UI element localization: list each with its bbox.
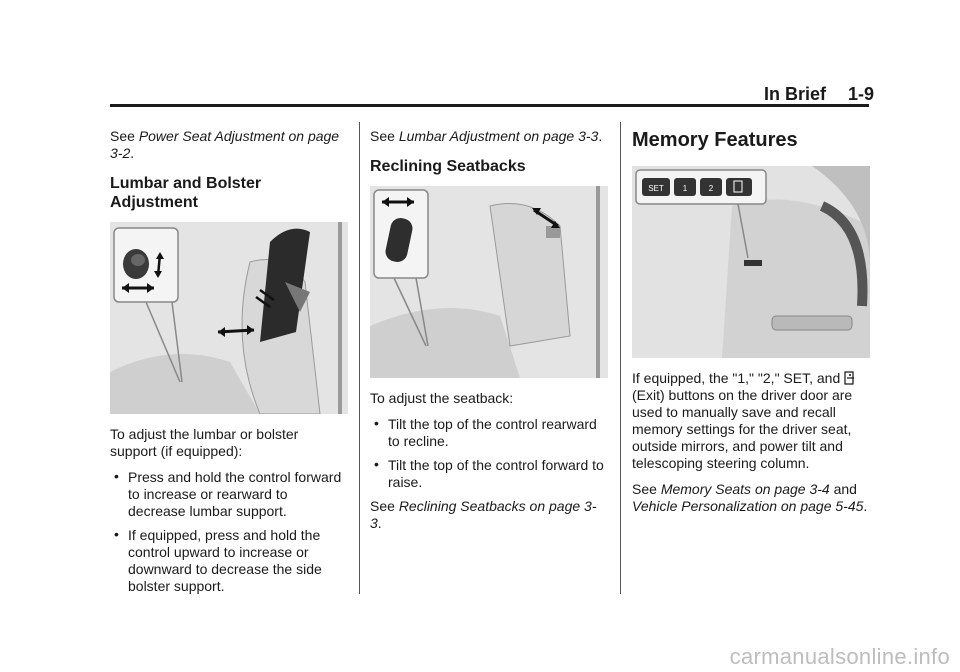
intro-text: To adjust the lumbar or bolster support (if equipped):: [110, 426, 299, 459]
reclining-seatback-illustration: [370, 186, 608, 378]
page-header: [764, 84, 874, 105]
column-1: [110, 128, 348, 602]
reference-link[interactable]: Lumbar Adjustment on page 3-3: [398, 128, 599, 144]
intro-text: To adjust the seatback:: [370, 390, 514, 406]
instruction-list: [370, 416, 608, 491]
exit-icon: [844, 371, 855, 385]
column-divider: [620, 122, 621, 594]
list-item: • Tilt the top of the control rearward to recline.: [370, 416, 608, 450]
list-item: • If equipped, press and hold the control upward to increase or downward to decrease the side bolster support.: [110, 527, 348, 595]
see-reference: See Memory Seats on page 3-4 and Vehicle Personalization on page 5-45.: [632, 481, 868, 514]
instruction-list: [110, 469, 348, 595]
list-item: • Tilt the top of the control forward to raise.: [370, 457, 608, 491]
lumbar-bolster-illustration: [110, 222, 348, 414]
column-divider: [359, 122, 360, 594]
memory-2-button-label: 2: [708, 184, 714, 193]
see-reference: See Lumbar Adjustment on page 3-3.: [370, 128, 603, 144]
section-title: In Brief: [763, 84, 826, 104]
page-number: 1-9: [847, 84, 874, 104]
memory-buttons-illustration: [632, 166, 870, 358]
reference-link[interactable]: Reclining Seatbacks on page 3-3: [370, 498, 597, 531]
column-2: [370, 128, 608, 541]
see-reference: See Power Seat Adjustment on page 3-2.: [110, 128, 340, 161]
reference-link[interactable]: Memory Seats on page 3-4: [660, 481, 830, 497]
list-item: • Press and hold the control forward to increase or rearward to decrease lumbar support.: [110, 469, 348, 520]
body-text: If equipped, the "1," "2," SET, and (Exit) buttons on the driver door are used to manually save and recall memory settings for the driver seat, outside mirrors, and power tilt and telescoping steering column.: [632, 370, 872, 472]
set-button-label: SET: [648, 184, 664, 193]
watermark: carmanualsonline.info: [729, 644, 950, 669]
reference-link[interactable]: Vehicle Personalization on page 5-45: [632, 498, 864, 514]
reference-link[interactable]: Power Seat Adjustment on page 3-2: [110, 128, 340, 161]
column-3: [632, 128, 872, 524]
header-rule: [110, 104, 869, 107]
section-heading: Memory Features: [632, 129, 798, 151]
section-heading: Reclining Seatbacks: [370, 158, 526, 175]
see-reference: See Reclining Seatbacks on page 3-3.: [370, 498, 597, 531]
section-heading: Lumbar and Bolster Adjustment: [110, 175, 262, 211]
memory-1-button-label: 1: [682, 184, 688, 193]
